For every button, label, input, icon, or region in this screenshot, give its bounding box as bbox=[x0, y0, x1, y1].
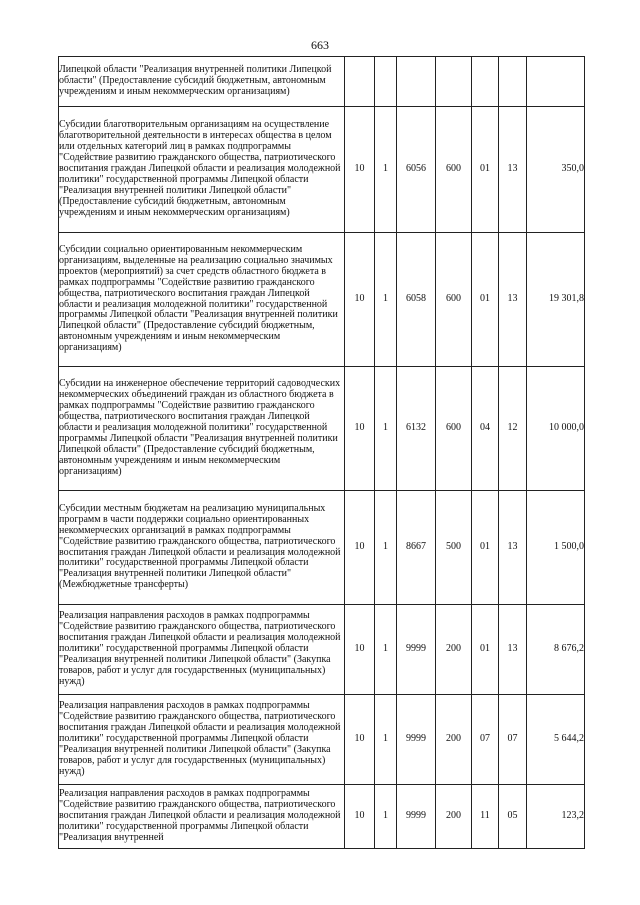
expense-type-code: 500 bbox=[436, 491, 472, 605]
expense-type-code: 200 bbox=[436, 695, 472, 785]
section-code: 01 bbox=[472, 491, 499, 605]
row-description: Субсидии местным бюджетам на реализацию муниципальных программ в части поддержки социально ориентированных некоммерческих организаций в рамках подпрограммы "Содействие развитию гражданского общества, патриотического воспитания граждан Липецкой области и реализация молодежной политики" государственной программы Липецкой области "Реализация внутренней политики Липецкой области" (Межбюджетные трансферты) bbox=[59, 491, 345, 605]
expense-type-code: 600 bbox=[436, 233, 472, 367]
program-code: 10 bbox=[345, 367, 375, 491]
row-description: Реализация направления расходов в рамках подпрограммы "Содействие развитию гражданского общества, патриотического воспитания граждан Липецкой области и реализация молодежной политики" государственной программы Липецкой области "Реализация внутренней bbox=[59, 785, 345, 849]
expense-type-code: 200 bbox=[436, 605, 472, 695]
amount: 8 676,2 bbox=[527, 605, 585, 695]
row-description: Реализация направления расходов в рамках подпрограммы "Содействие развитию гражданского общества, патриотического воспитания граждан Липецкой области и реализация молодежной политики" государственной программы Липецкой области "Реализация внутренней политики Липецкой области" (Закупка товаров, работ и услуг для государственных (муниципальных) нужд) bbox=[59, 695, 345, 785]
amount: 5 644,2 bbox=[527, 695, 585, 785]
section-code: 01 bbox=[472, 107, 499, 233]
row-description: Липецкой области "Реализация внутренней политики Липецкой области" (Предоставление субсидий бюджетным, автономным учреждениям и иным некоммерческим организациям) bbox=[59, 57, 345, 107]
row-description: Субсидии социально ориентированным некоммерческим организациям, выделенные на реализацию социально значимых проектов (мероприятий) за счет средств областного бюджета в рамках подпрограммы "Содействие развитию гражданского общества, патриотического воспитания граждан Липецкой области и реализация молодежной политики" государственной программы Липецкой области "Реализация внутренней политики Липецкой области" (Предоставление субсидий бюджетным, автономным учреждениям и иным некоммерческим организациям) bbox=[59, 233, 345, 367]
subprogram-code: 1 bbox=[375, 785, 397, 849]
amount: 350,0 bbox=[527, 107, 585, 233]
direction-code: 9999 bbox=[397, 695, 436, 785]
subsection-code: 13 bbox=[499, 233, 527, 367]
subprogram-code: 1 bbox=[375, 367, 397, 491]
direction-code: 9999 bbox=[397, 785, 436, 849]
amount: 123,2 bbox=[527, 785, 585, 849]
table-row bbox=[59, 605, 585, 695]
table-row bbox=[59, 491, 585, 605]
program-code: 10 bbox=[345, 785, 375, 849]
direction-code: 8667 bbox=[397, 491, 436, 605]
table-body bbox=[59, 57, 585, 849]
expense-type-code: 600 bbox=[436, 367, 472, 491]
direction-code: 6056 bbox=[397, 107, 436, 233]
table-row bbox=[59, 785, 585, 849]
program-code: 10 bbox=[345, 233, 375, 367]
section-code: 04 bbox=[472, 367, 499, 491]
program-code: 10 bbox=[345, 605, 375, 695]
section-code bbox=[472, 57, 499, 107]
row-description: Субсидии на инженерное обеспечение территорий садоводческих некоммерческих объединений граждан из областного бюджета в рамках подпрограммы "Содействие развитию гражданского общества, патриотического воспитания граждан Липецкой области и реализация молодежной политики" государственной программы Липецкой области "Реализация внутренней политики Липецкой области" (Предоставление субсидий бюджетным, автономным учреждениям и иным некоммерческим организациям) bbox=[59, 367, 345, 491]
subsection-code: 13 bbox=[499, 491, 527, 605]
subsection-code: 12 bbox=[499, 367, 527, 491]
budget-table bbox=[58, 56, 585, 849]
subprogram-code: 1 bbox=[375, 605, 397, 695]
direction-code bbox=[397, 57, 436, 107]
subsection-code: 07 bbox=[499, 695, 527, 785]
subprogram-code: 1 bbox=[375, 233, 397, 367]
subsection-code bbox=[499, 57, 527, 107]
section-code: 01 bbox=[472, 233, 499, 367]
subprogram-code: 1 bbox=[375, 491, 397, 605]
direction-code: 6132 bbox=[397, 367, 436, 491]
subprogram-code: 1 bbox=[375, 107, 397, 233]
table-row bbox=[59, 57, 585, 107]
subprogram-code: 1 bbox=[375, 695, 397, 785]
subsection-code: 13 bbox=[499, 605, 527, 695]
direction-code: 9999 bbox=[397, 605, 436, 695]
expense-type-code: 600 bbox=[436, 107, 472, 233]
table-row bbox=[59, 367, 585, 491]
section-code: 07 bbox=[472, 695, 499, 785]
amount: 1 500,0 bbox=[527, 491, 585, 605]
section-code: 01 bbox=[472, 605, 499, 695]
program-code: 10 bbox=[345, 107, 375, 233]
amount bbox=[527, 57, 585, 107]
expense-type-code: 200 bbox=[436, 785, 472, 849]
subsection-code: 05 bbox=[499, 785, 527, 849]
subprogram-code bbox=[375, 57, 397, 107]
program-code: 10 bbox=[345, 491, 375, 605]
table-row bbox=[59, 107, 585, 233]
table-row bbox=[59, 233, 585, 367]
row-description: Реализация направления расходов в рамках подпрограммы "Содействие развитию гражданского общества, патриотического воспитания граждан Липецкой области и реализация молодежной политики" государственной программы Липецкой области "Реализация внутренней политики Липецкой области" (Закупка товаров, работ и услуг для государственных (муниципальных) нужд) bbox=[59, 605, 345, 695]
section-code: 11 bbox=[472, 785, 499, 849]
table-row bbox=[59, 695, 585, 785]
program-code bbox=[345, 57, 375, 107]
page-number: 663 bbox=[311, 38, 329, 52]
subsection-code: 13 bbox=[499, 107, 527, 233]
amount: 19 301,8 bbox=[527, 233, 585, 367]
direction-code: 6058 bbox=[397, 233, 436, 367]
expense-type-code bbox=[436, 57, 472, 107]
row-description: Субсидии благотворительным организациям на осуществление благотворительной деятельности в интересах общества в целом или отдельных категорий лиц в рамках подпрограммы "Содействие развитию гражданского общества, патриотического воспитания граждан Липецкой области и реализация молодежной политики" государственной программы Липецкой области "Реализация внутренней политики Липецкой области" (Предоставление субсидий бюджетным, автономным учреждениям и иным некоммерческим организациям) bbox=[59, 107, 345, 233]
program-code: 10 bbox=[345, 695, 375, 785]
amount: 10 000,0 bbox=[527, 367, 585, 491]
